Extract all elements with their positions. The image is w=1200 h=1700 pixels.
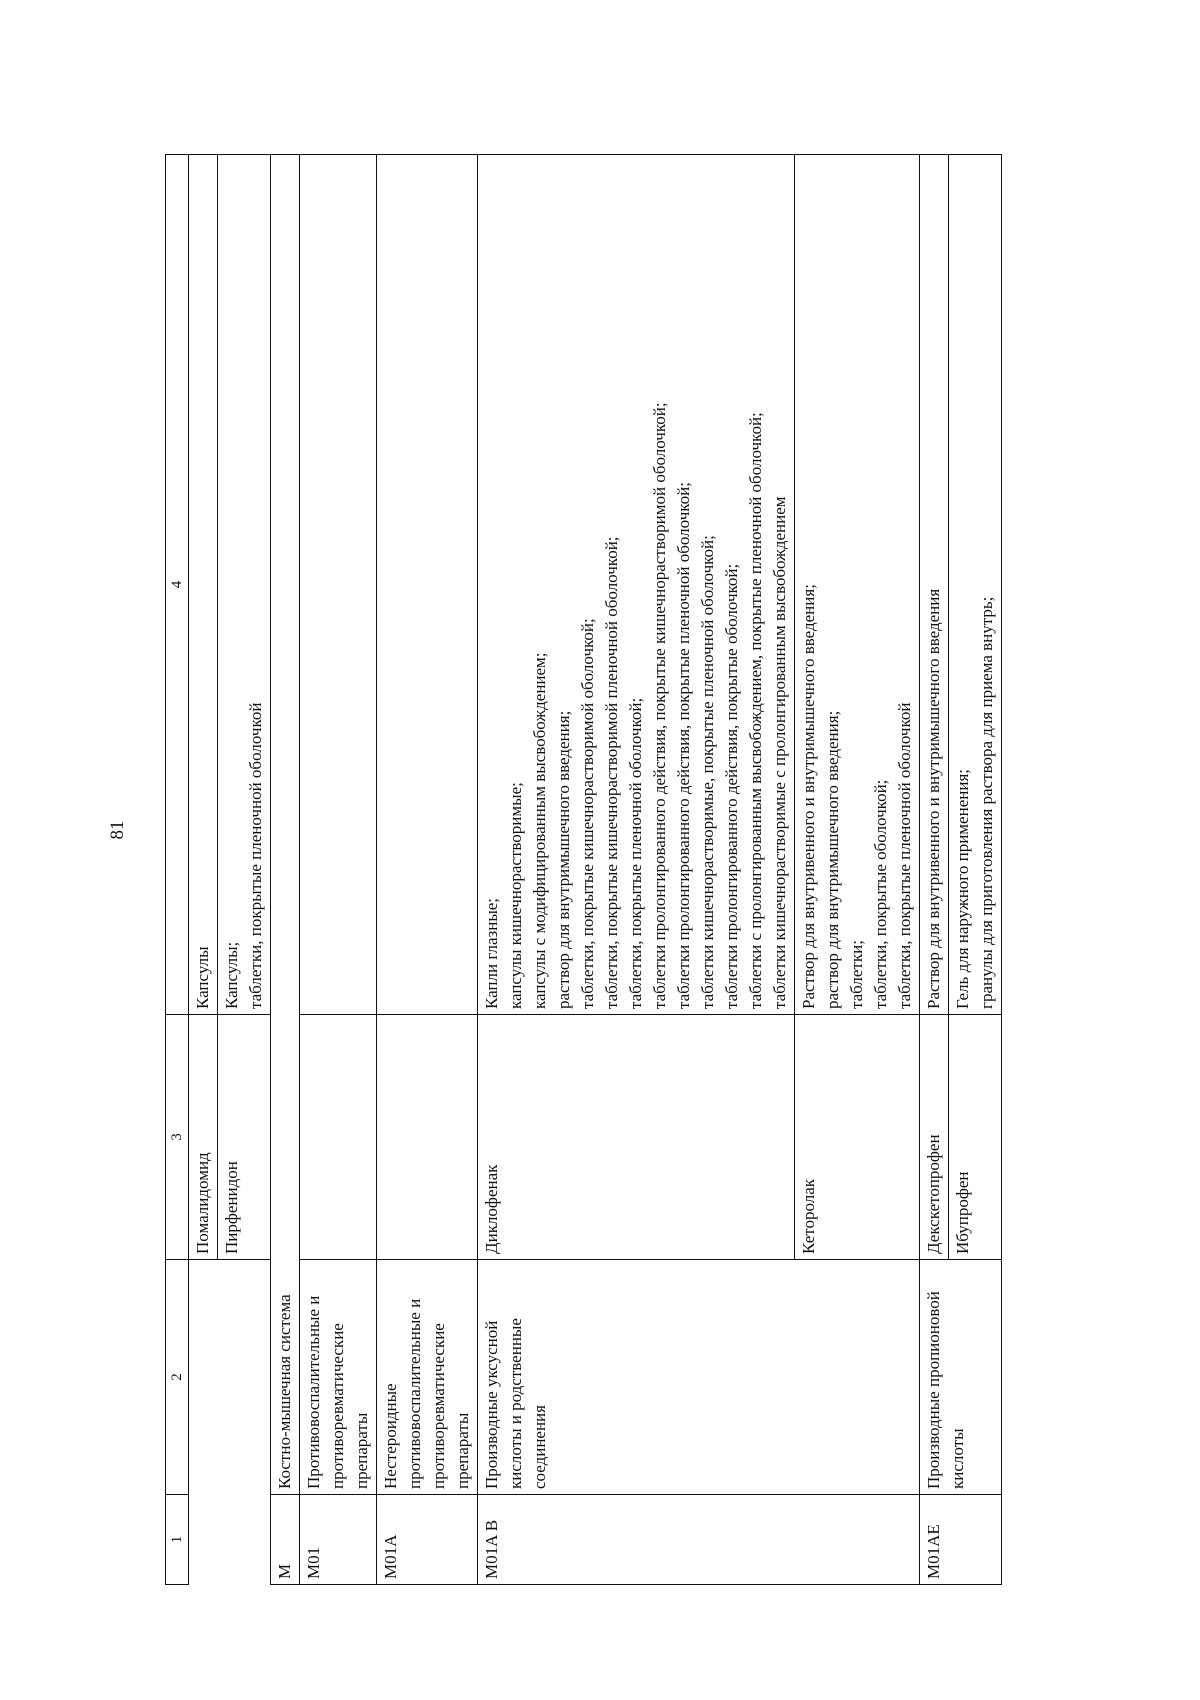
col-number-3: 3 xyxy=(166,1015,189,1260)
dosage-form: таблетки, покрытые пленочной оболочкой xyxy=(246,702,265,1009)
group-name: Производные пропионовой кислоты xyxy=(920,1260,1002,1495)
dosage-forms xyxy=(795,155,920,1015)
section-code: M xyxy=(271,1495,300,1585)
table-row xyxy=(300,155,377,1585)
col-number-2: 2 xyxy=(166,1260,189,1495)
section-title: Костно-мышечная система xyxy=(271,155,300,1495)
dosage-forms xyxy=(300,155,377,1015)
dosage-form: раствор для внутримышечного введения; xyxy=(554,710,573,1009)
drug-name xyxy=(377,1015,478,1260)
dosage-form: Раствор для внутривенного и внутримышечного введения xyxy=(924,588,943,1009)
page-number: 81 xyxy=(107,820,128,840)
dosage-form: таблетки; xyxy=(847,940,866,1009)
dosage-form: капсулы кишечнорастворимые; xyxy=(506,782,525,1009)
column-number-row xyxy=(166,155,189,1585)
group-name: Нестероидные противовоспалительные и противоревматические препараты xyxy=(377,1260,478,1495)
empty-cell xyxy=(218,1260,271,1585)
table-row xyxy=(218,155,271,1585)
drug-name: Декскетопрофен xyxy=(920,1015,949,1260)
table-row xyxy=(377,155,478,1585)
dosage-form: Капсулы xyxy=(193,946,212,1009)
dosage-form: Гель для наружного применения; xyxy=(953,769,972,1009)
dosage-form: Капли глазные; xyxy=(482,897,501,1009)
dosage-form: капсулы с модифицированным высвобождением; xyxy=(530,652,549,1009)
dosage-forms xyxy=(949,155,1002,1015)
col-number-1: 1 xyxy=(166,1495,189,1585)
dosage-form: таблетки кишечнорастворимые, покрытые пленочной оболочкой; xyxy=(698,535,717,1009)
atc-code: M01 xyxy=(300,1495,377,1585)
dosage-form: раствор для внутримышечного введения; xyxy=(823,710,842,1009)
drug-name: Ибупрофен xyxy=(949,1015,1002,1260)
table-row xyxy=(920,155,949,1585)
table-row xyxy=(478,155,795,1585)
drug-name: Диклофенак xyxy=(478,1015,795,1260)
dosage-form: таблетки, покрытые кишечнорастворимой оболочкой; xyxy=(578,618,597,1009)
group-name: Противовоспалительные и противоревматические препараты xyxy=(300,1260,377,1495)
dosage-form: таблетки, покрытые пленочной оболочкой; xyxy=(626,697,645,1009)
dosage-form: таблетки пролонгированного действия, покрытые пленочной оболочкой; xyxy=(674,482,693,1009)
rotated-table-sheet xyxy=(165,155,1165,1585)
atc-code: M01A B xyxy=(478,1495,920,1585)
table-row xyxy=(189,155,218,1585)
dosage-form: Капсулы; xyxy=(222,941,241,1009)
col-number-4: 4 xyxy=(166,155,189,1015)
dosage-form: таблетки пролонгированного действия, покрытые кишечнорастворимой оболочкой; xyxy=(650,402,669,1009)
dosage-forms xyxy=(920,155,949,1015)
dosage-form: таблетки, покрытые кишечнорастворимой пленочной оболочкой; xyxy=(602,536,621,1009)
drug-name: Помалидомид xyxy=(189,1015,218,1260)
dosage-form: Раствор для внутривенного и внутримышечного введения; xyxy=(799,584,818,1009)
dosage-form: таблетки пролонгированного действия, покрытые оболочкой; xyxy=(722,563,741,1009)
dosage-forms xyxy=(189,155,218,1015)
drug-table xyxy=(165,154,1002,1585)
dosage-forms xyxy=(478,155,795,1015)
atc-code: M01AE xyxy=(920,1495,1002,1585)
dosage-forms xyxy=(218,155,271,1015)
dosage-forms xyxy=(377,155,478,1015)
drug-name: Кеторолак xyxy=(795,1015,920,1260)
atc-code: M01A xyxy=(377,1495,478,1585)
dosage-form: таблетки кишечнорастворимые с пролонгированным высвобождением xyxy=(770,496,789,1009)
drug-name: Пирфенидон xyxy=(218,1015,271,1260)
dosage-form: таблетки с пролонгированным высвобождением, покрытые пленочной оболочкой; xyxy=(746,412,765,1009)
group-name: Производные уксусной кислоты и родственные соединения xyxy=(478,1260,920,1495)
empty-cell xyxy=(189,1260,218,1585)
drug-name xyxy=(300,1015,377,1260)
dosage-form: таблетки, покрытые пленочной оболочкой xyxy=(895,702,914,1009)
dosage-form: гранулы для приготовления раствора для приема внутрь; xyxy=(977,596,996,1009)
section-row xyxy=(271,155,300,1585)
dosage-form: таблетки, покрытые оболочкой; xyxy=(871,779,890,1009)
